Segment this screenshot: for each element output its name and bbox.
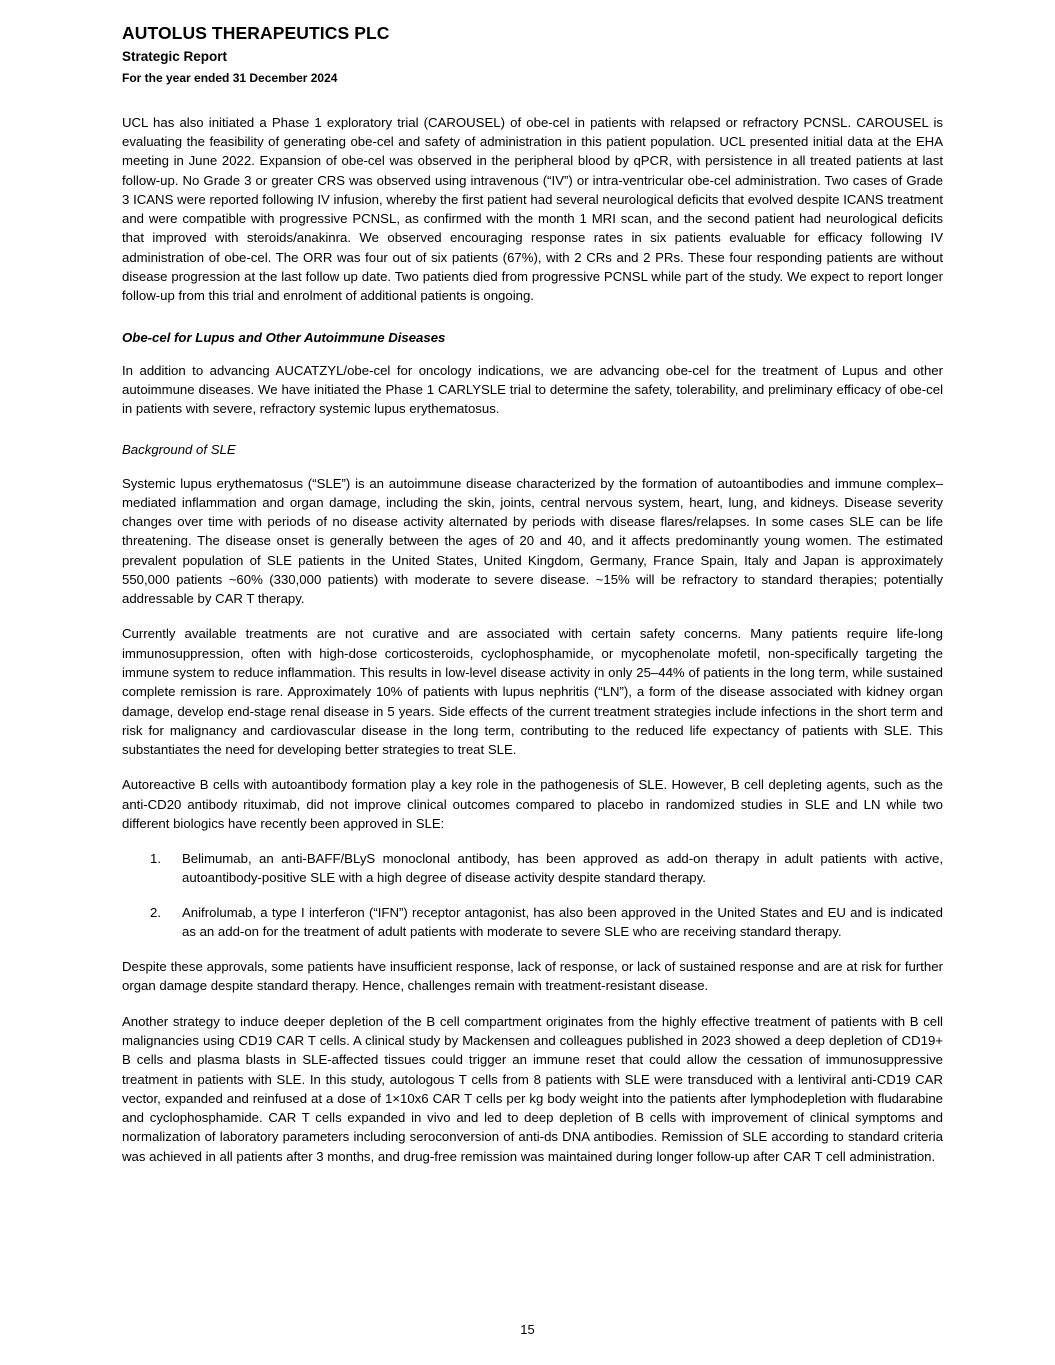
biologics-list	[122, 849, 943, 941]
report-period: For the year ended 31 December 2024	[122, 70, 338, 85]
list-item-text: Belimumab, an anti-BAFF/BLyS monoclonal antibody, has been approved as add-on therapy in adult patients with active, autoantibody-positive SLE with a high degree of disease activity despite standard therapy.	[182, 851, 943, 886]
paragraph-sle-5: Another strategy to induce deeper depletion of the B cell compartment originates from the highly effective treatment of patients with B cell malignancies using CD19 CAR T cells. A clinical study by Mackensen and colleagues published in 2023 showed a deep depletion of CD19+ B cells and plasma blasts in SLE-affected tissues could trigger an immune reset that could allow the cessation of immunosuppressive treatment in patients with SLE. In this study, autologous T cells from 8 patients with SLE were transduced with a lentiviral anti-CD19 CAR vector, expanded and reinfused at a dose of 1×10x6 CAR T cells per kg body weight into the patients after lymphodepletion with fludarabine and cyclophosphamide. CAR T cells expanded in vivo and led to deep depletion of B cells with improvement of clinical symptoms and normalization of laboratory parameters including seroconversion of anti-ds DNA antibodies. Remission of SLE according to standard criteria was achieved in all patients after 3 months, and drug-free remission was maintained during longer follow-up after CAR T cell administration.	[122, 1013, 943, 1164]
list-item-text: Anifrolumab, a type I interferon (“IFN”) receptor antagonist, has also been approved in the United States and EU and is indicated as an add-on for the treatment of adult patients with moderate to severe SLE who are receiving standard therapy.	[182, 904, 943, 939]
paragraph-sle-4: Despite these approvals, some patients have insufficient response, lack of response, or lack of sustained response and are at risk for further organ damage despite standard therapy. Hence, challenges remain with treatment-resistant disease.	[122, 959, 943, 994]
paragraph-sle-1: Systemic lupus erythematosus (“SLE”) is an autoimmune disease characterized by the formation of autoantibodies and immune complex–mediated inflammation and organ damage, including the skin, joints, central nervous system, heart, lung, and kidneys. Disease severity changes over time with periods of no disease activity alternated by periods with disease flares/relapses. In some cases SLE can be life threatening. The disease onset is generally between the ages of 20 and 40, and it affects predominantly young women. The estimated prevalent population of SLE patients in the United States, United Kingdom, Germany, France Spain, Italy and Japan is approximately 550,000 patients ~60% (330,000 patients) with moderate to severe disease. ~15% will be refractory to standard therapies; potentially addressable by CAR T therapy.	[122, 475, 943, 607]
list-item-number: 1.	[150, 851, 161, 867]
page-number: 15	[520, 1322, 535, 1337]
paragraph-lupus: In addition to advancing AUCATZYL/obe-cel for oncology indications, we are advancing obe-cel for the treatment of Lupus and other autoimmune diseases. We have initiated the Phase 1 CARLYSLE trial to determine the safety, tolerability, and preliminary efficacy of obe-cel in patients with severe, refractory systemic lupus erythematosus.	[122, 362, 943, 417]
document-header	[122, 22, 943, 87]
list-item-number: 2.	[150, 904, 161, 920]
paragraph-sle-3: Autoreactive B cells with autoantibody formation play a key role in the pathogenesis of SLE. However, B cell depleting agents, such as the anti-CD20 antibody rituximab, did not improve clinical outcomes compared to placebo in randomized studies in SLE and LN while two different biologics have recently been approved in SLE:	[122, 777, 943, 831]
report-title: Strategic Report	[122, 48, 228, 64]
paragraph-carousel: UCL has also initiated a Phase 1 exploratory trial (CAROUSEL) of obe-cel in patients with relapsed or refractory PCNSL. CAROUSEL is evaluating the feasibility of generating obe-cel and safety of administration in this patient population. UCL presented initial data at the EHA meeting in June 2022. Expansion of obe-cel was observed in the peripheral blood by qPCR, with persistence in all treated patients at last follow-up. No Grade 3 or greater CRS was observed using intravenous (“IV”) or intra-ventricular obe-cel administration. Two cases of Grade 3 ICANS were reported following IV infusion, whereby the first patient had several neurological deficits that evolved despite ICANS treatment and were compatible with progressive PCNSL, as confirmed with the month 1 MRI scan, and the second patient had neurological deficits that improved with steroids/anakinra. We observed encouraging response rates in six patients evaluable for efficacy following IV administration of obe-cel. The ORR was four out of six patients (67%), with 2 CRs and 2 PRs. These four responding patients are without disease progression at the last follow up date. Two patients died from progressive PCNSL while part of the study. We expect to report longer follow-up from this trial and enrolment of additional patients is ongoing.	[122, 114, 943, 304]
paragraph-sle-2: Currently available treatments are not curative and are associated with certain safety concerns. Many patients require life-long immunosuppression, often with high-dose corticosteroids, cyclophosphamide, or mycophenolate mofetil, non-specifically targeting the immune system to reduce inflammation. This results in low-level disease activity in only 25–44% of patients in the long term, while sustained complete remission is rare. Approximately 10% of patients with lupus nephritis (“LN”), a form of the disease associated with kidney organ damage, develop end-stage renal disease in 5 years. Side effects of the current treatment strategies include infections in the short term and risk for malignancy and cardiovascular disease in the long term, contributing to the reduced life expectancy of patients with SLE. This substantiates the need for developing better strategies to treat SLE.	[122, 626, 943, 758]
company-name: AUTOLUS THERAPEUTICS PLC	[122, 23, 390, 43]
list-item	[122, 903, 943, 942]
heading-obe-cel-lupus: Obe-cel for Lupus and Other Autoimmune Diseases	[122, 329, 446, 345]
heading-background-sle: Background of SLE	[122, 442, 236, 458]
list-item	[122, 849, 943, 888]
